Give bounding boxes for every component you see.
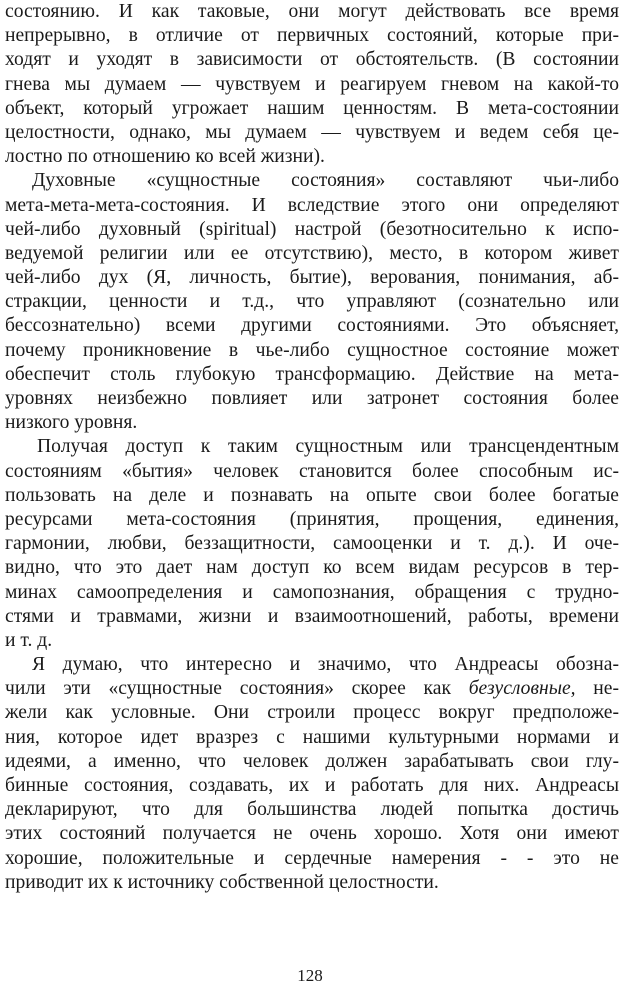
text-line: целостности, однако, мы думаем — чувствуем и ведем себя це-	[5, 121, 619, 143]
text-line: лостно по отношению ко всей жизни).	[5, 146, 325, 168]
text-line: гнева мы думаем — чувствуем и реагируем гневом на какой-то	[5, 73, 619, 95]
text-line: хорошие, положительные и сердечные намерения - - это не	[5, 847, 619, 869]
text-line: и т. д.	[5, 629, 53, 651]
text-line: мета-мета-мета-состояния. И вследствие этого они определяют	[5, 194, 619, 216]
text-line: чей-либо духовный (spiritual) настрой (безотносительно к испо-	[5, 218, 619, 240]
text-line: уровнях неизбежно повлияет или затронет состояния более	[5, 388, 619, 409]
text-line: обеспечит столь глубокую трансформацию. Действие на мета-	[5, 363, 619, 385]
text-line: приводит их к источнику собственной целостности.	[5, 871, 439, 893]
paragraph-continuation	[5, 0, 619, 169]
text-line-with-italic	[5, 677, 619, 701]
text-line: почему проникновение в чье-либо сущностное состояние может	[5, 339, 619, 361]
text-line: бинные состояния, создавать, их и работать для них. Андреасы	[5, 775, 619, 796]
text-line: низкого уровня.	[5, 412, 138, 434]
paragraph-andreas	[5, 653, 619, 895]
paragraph-spiritual-states	[5, 169, 619, 435]
text-line: объект, который угрожает нашим ценностям. В мета-состоянии	[5, 97, 619, 119]
text-line: Я думаю, что интересно и значимо, что Андреасы обозна-	[32, 654, 619, 676]
text-segment: чили эти «сущностные состояния» скорее как	[5, 678, 469, 700]
text-line: бессознательно) всеми другими состояниями. Это объясняет,	[5, 315, 619, 337]
page-number: 128	[297, 966, 323, 985]
text-line: стями и травмами, жизни и взаимоотношений, работы, времени	[5, 605, 619, 627]
text-line: непрерывно, в отличие от первичных состояний, которые при-	[5, 25, 619, 47]
text-line: состоянию. И как таковые, они могут действовать все время	[5, 1, 619, 22]
text-line: стракции, ценности и т.д., что управляют (сознательно или	[5, 291, 619, 313]
text-line: чей-либо дух (Я, личность, бытие), верования, понимания, аб-	[5, 267, 619, 289]
text-line: видно, что это дает нам доступ ко всем видам ресурсов в тер-	[5, 557, 619, 579]
text-line: состояниям «бытия» человек становится более способным ис-	[5, 460, 619, 482]
text-line: ходят и уходят в зависимости от обстоятельств. (В состоянии	[5, 49, 619, 71]
paragraph-access-to-states	[5, 435, 619, 653]
text-line: ведуемой религии или ее отсутствию), место, в котором живет	[5, 242, 619, 264]
text-line: этих состояний получается не очень хорошо. Хотя они имеют	[5, 823, 619, 845]
text-line: пользовать на деле и познавать на опыте свои более богатые	[5, 484, 619, 506]
italic-term: безусловные,	[468, 678, 576, 700]
text-line: гармонии, любви, беззащитности, самооценки и т. д.). И оче-	[5, 533, 619, 555]
text-line: минах самоопределения и самопознания, обращения с трудно-	[5, 581, 619, 603]
text-segment: не-	[575, 678, 620, 700]
text-line: декларируют, что для большинства людей попытка достичь	[5, 799, 619, 821]
text-line: Получая доступ к таким сущностным или трансцендентным	[37, 436, 619, 458]
text-line: идеями, а именно, что человек должен зарабатывать свои глу-	[5, 750, 619, 772]
text-line: ния, которое идет вразрез с нашими культурными нормами и	[5, 726, 619, 748]
text-line: жели как условные. Они строили процесс вокруг предположе-	[5, 702, 619, 724]
text-line: Духовные «сущностные состояния» составляют чьи-либо	[32, 170, 619, 192]
text-line: ресурсами мета-состояния (принятия, прощения, единения,	[5, 508, 619, 530]
body-text	[5, 0, 619, 895]
